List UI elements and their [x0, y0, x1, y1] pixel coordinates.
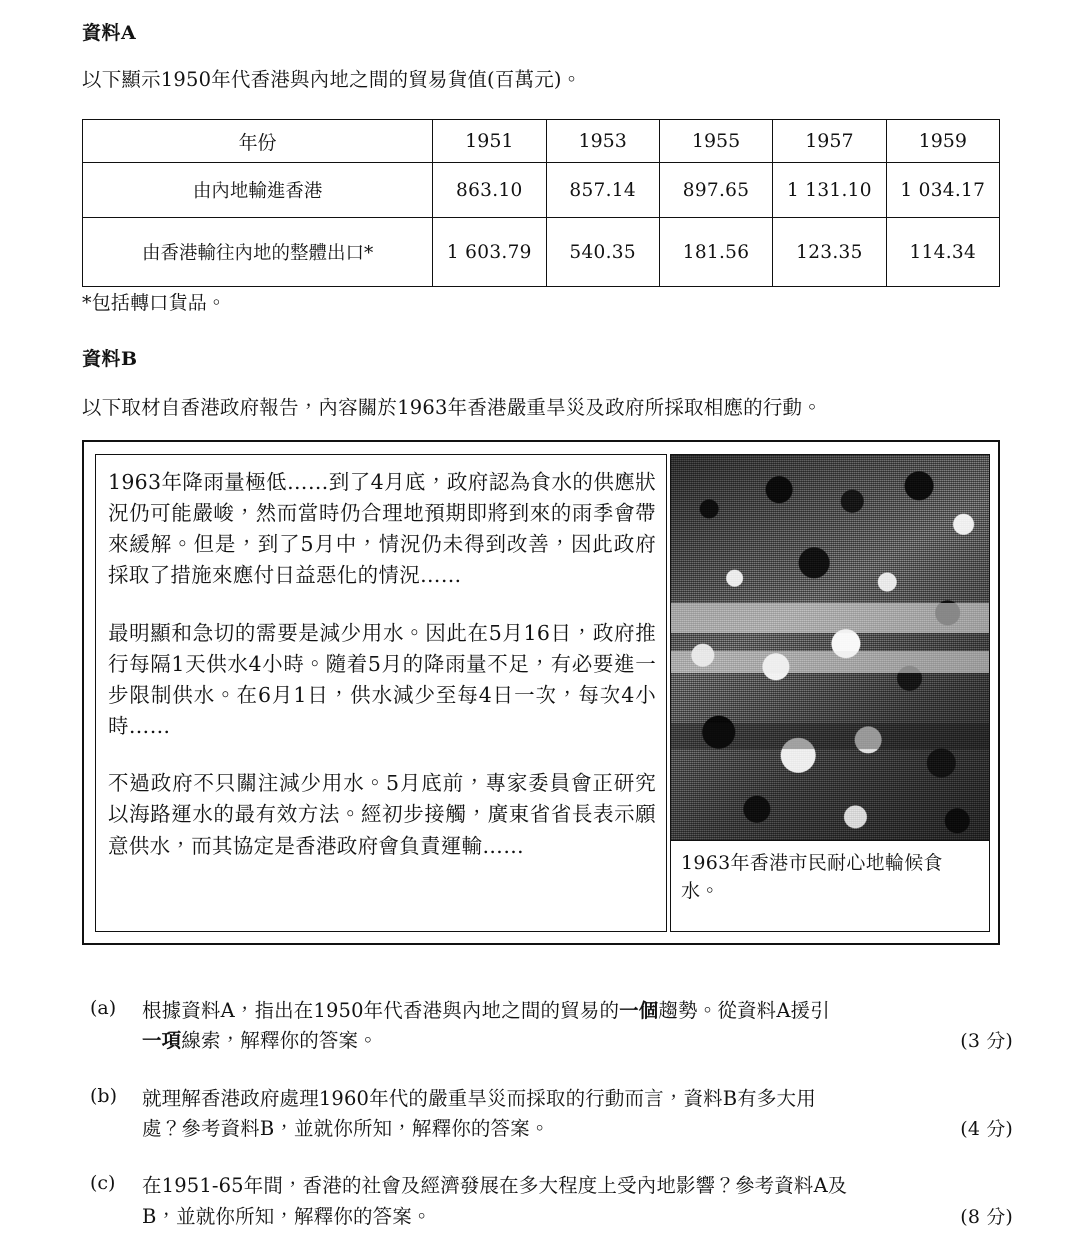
source-b-photo-block — [670, 454, 990, 932]
question-text: 趨勢。從資料A援引 — [658, 999, 830, 1022]
photo-shadow-band — [671, 723, 989, 749]
questions-list — [82, 996, 1017, 1259]
extract-paragraph: 不過政府不只關注減少用水。5月底前，專家委員會正研究以海路運水的最有效方法。經初步接觸，廣東省省長表示願意供水，而其協定是香港政府會負責運輸…… — [108, 771, 656, 858]
cell-value: 181.56 — [659, 218, 772, 287]
source-b-extract-panel — [95, 454, 667, 932]
source-a-table-wrapper — [82, 119, 1000, 287]
question-emphasis: 一個 — [619, 999, 659, 1022]
extract-paragraph: 最明顯和急切的需要是減少用水。因此在5月16日，政府推行每隔1天供水4小時。隨着5月的降雨量不足，有必要進一步限制供水。在6月1日，供水減少至每4日一次，每次4小時…… — [108, 620, 656, 739]
question-text: 就理解香港政府處理1960年代的嚴重旱災而採取的行動而言，資料B有多大用 — [142, 1086, 816, 1110]
table-row — [83, 163, 1000, 218]
question-marker: (b) — [90, 1084, 117, 1107]
question-text: 根據資料A，指出在1950年代香港與內地之間的貿易的 — [142, 999, 620, 1022]
question-text: 在1951-65年間，香港的社會及經濟發展在多大程度上受內地影響？參考資料A及 — [142, 1174, 848, 1198]
question-b — [82, 1084, 1017, 1145]
cell-value: 863.10 — [433, 163, 546, 218]
marks-allocation: (3 分) — [960, 1030, 1013, 1053]
question-marker: (c) — [90, 1172, 116, 1195]
source-b-box — [82, 440, 1000, 945]
row-label-imports: 由內地輸進香港 — [83, 163, 433, 218]
table-header-year: 1957 — [773, 120, 886, 163]
trade-value-table — [82, 119, 1000, 287]
table-header-label: 年份 — [83, 120, 433, 163]
question-marker: (a) — [90, 997, 117, 1019]
source-a-footnote: *包括轉口貨品。 — [82, 292, 227, 314]
cell-value: 1 603.79 — [433, 218, 546, 287]
question-text: B，並就你所知，解釋你的答案。 — [142, 1204, 432, 1228]
marks-allocation: (4 分) — [960, 1117, 1013, 1140]
table-header-year: 1955 — [659, 120, 772, 163]
question-emphasis: 一項 — [142, 1029, 182, 1053]
table-header-year: 1951 — [433, 120, 546, 163]
photo-caption: 1963年香港市民耐心地輪候食水。 — [671, 840, 989, 931]
water-queue-photo — [671, 455, 989, 840]
extract-paragraph: 1963年降雨量極低……到了4月底，政府認為食水的供應狀況仍可能嚴峻，然而當時仍合理地預期即將到來的雨季會帶來緩解。但是，到了5月中，情況仍未得到改善，因此政府採取了措施來應付日益惡化的情況…… — [108, 470, 656, 588]
marks-allocation: (8 分) — [960, 1205, 1013, 1228]
photo-highlight-band — [671, 651, 989, 673]
source-b-heading: 資料B — [82, 348, 138, 370]
source-a-lead-text: 以下顯示1950年代香港與內地之間的貿易貨值(百萬元)。 — [82, 68, 582, 91]
cell-value: 857.14 — [546, 163, 659, 218]
cell-value: 1 131.10 — [773, 163, 886, 218]
cell-value: 123.35 — [773, 218, 886, 287]
question-a — [82, 996, 1017, 1057]
cell-value: 897.65 — [659, 163, 772, 218]
source-b-lead-text: 以下取材自香港政府報告，內容關於1963年香港嚴重旱災及政府所採取相應的行動。 — [82, 396, 822, 419]
question-c — [82, 1171, 1017, 1232]
cell-value: 114.34 — [886, 218, 999, 287]
photo-highlight-band — [671, 603, 989, 633]
source-a-heading: 資料A — [82, 22, 137, 44]
table-header-row — [83, 120, 1000, 163]
cell-value: 540.35 — [546, 218, 659, 287]
question-text: 處？參考資料B，並就你所知，解釋你的答案。 — [142, 1116, 550, 1140]
row-label-exports: 由香港輸往內地的整體出口* — [83, 218, 433, 287]
table-header-year: 1953 — [546, 120, 659, 163]
photo-halftone-layer — [671, 455, 989, 840]
table-row — [83, 218, 1000, 287]
table-header-year: 1959 — [886, 120, 999, 163]
cell-value: 1 034.17 — [886, 163, 999, 218]
question-text: 線索，解釋你的答案。 — [181, 1029, 378, 1053]
